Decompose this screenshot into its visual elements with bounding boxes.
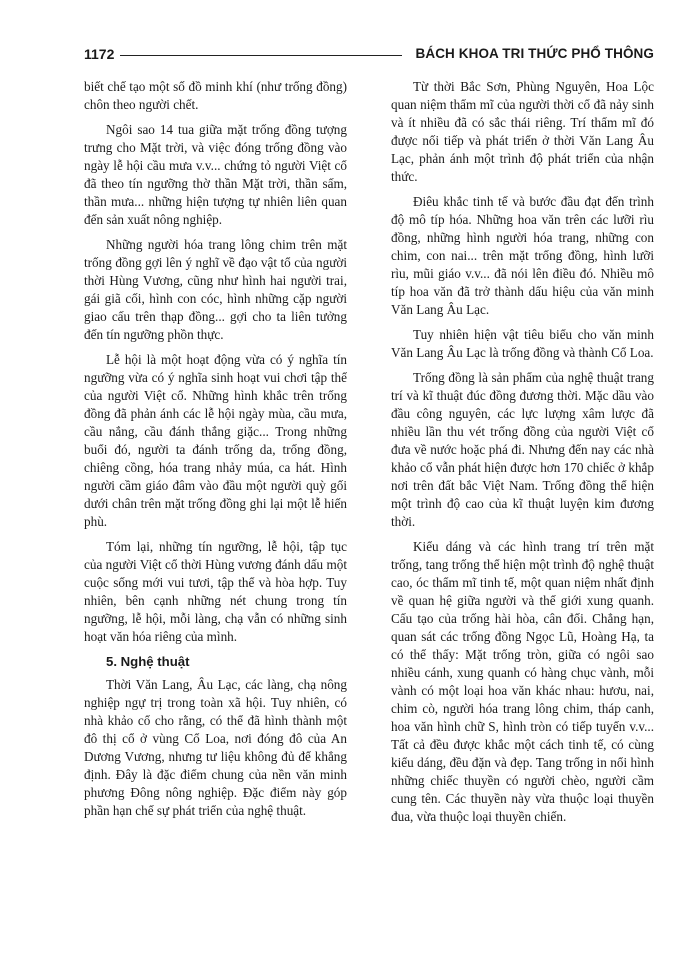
running-title: BÁCH KHOA TRI THỨC PHỔ THÔNG — [415, 46, 654, 61]
paragraph: Tóm lại, những tín ngưỡng, lễ hội, tập tục của người Việt cổ thời Hùng vương đánh dấu một cuộc sống mới vui tươi, tập thể và hòa hợp. Tuy nhiên, bên cạnh những nét chung trong tín ngưỡng, lễ hội, mỗi làng, chạ vẫn có những sinh hoạt văn hóa riêng của mình. — [84, 539, 347, 644]
paragraph: Trống đồng là sản phẩm của nghệ thuật trang trí và kĩ thuật đúc đồng đương thời. Mặc dầu vào đầu công nguyên, các lực lượng xâm lược đã nhiều lần thu vét trống đồng của người Việt cổ đưa về nước hoặc phá đi. Nhưng đến nay các nhà khảo cổ vẫn phát hiện được hơn 170 chiếc ở khắp nơi trên đất bắc Việt Nam. Trống đồng thể hiện một trình độ cao của kĩ thuật luyện kim đương thời. — [391, 370, 654, 529]
paragraph: Kiểu dáng và các hình trang trí trên mặt trống, tang trống thể hiện một trình độ nghệ thuật cao, óc thẩm mĩ tinh tế, một quan niệm nhất định về quan hệ giữa người và thế giới xung quanh. Cấu tạo của trống hài hòa, cân đối. Chẳng hạn, quan sát các trống đồng Ngọc Lũ, Hoàng Hạ, ta có thể thấy: Mặt trống tròn, giữa có ngôi sao nhiều cánh, xung quanh có hàng chục vành, mỗi vành có một loại hoa văn khác nhau: hươu, nai, chim cò, người hóa trang lông chim, tháp canh, hoa văn hình chữ S, hình tròn có tiếp tuyến v.v... Tất cả đều được khắc một cách tinh tế, có cùng kiểu dáng, đều đặn và đẹp. Tang trống in nổi hình những chiếc thuyền có người chèo, người cầm cung tên. Các thuyền này vừa thuộc loại thuyền đua, vừa thuộc loại thuyền chiến. — [391, 539, 654, 824]
paragraph: Lễ hội là một hoạt động vừa có ý nghĩa tín ngưỡng vừa có ý nghĩa sinh hoạt vui chơi tập thể của người Việt cổ. Những hình khắc trên trống đồng đã phản ánh các lễ hội ngày mùa, cầu mưa, cầu nắng, cầu đánh thắng giặc... Trong những buổi đó, người ta đánh trống da, trống đồng, chiêng cồng, hóa trang nhảy múa, ca hát. Hình người cầm giáo đâm vào đầu một người quỳ gối dưới chân trên mặt trống đồng ghi lại một lễ hiến phù. — [84, 352, 347, 529]
paragraph: Những người hóa trang lông chim trên mặt trống đồng gợi lên ý nghĩ về đạo vật tổ của người thời Hùng Vương, cũng như hình hai người trai, gái giã cối, hình con cóc, hình những cặp người giao cấu trên thạp đồng... gợi cho ta liên tưởng đến tín ngưỡng phồn thực. — [84, 237, 347, 342]
page-header — [84, 44, 654, 66]
left-column — [84, 78, 347, 827]
paragraph: Tuy nhiên hiện vật tiêu biểu cho văn minh Văn Lang Âu Lạc là trống đồng và thành Cổ Loa. — [391, 327, 654, 360]
section-heading: 5. Nghệ thuật — [106, 654, 190, 669]
right-column — [391, 78, 654, 833]
paragraph: biết chế tạo một số đồ minh khí (như trống đồng) chôn theo người chết. — [84, 79, 347, 112]
paragraph: Điêu khắc tinh tế và bước đầu đạt đến trình độ mô típ hóa. Những hoa văn trên các lưỡi rìu đồng, những hình người hóa trang, những con chim, con nai... trên mặt trống đồng, hình lưỡi rìu, mũi giáo v.v... đã nói lên điều đó. Nhiều mô típ hoa văn đã trở thành dấu hiệu của văn minh Văn Lang Âu Lạc. — [391, 194, 654, 317]
header-rule — [120, 55, 402, 56]
page-number: 1172 — [84, 46, 115, 62]
paragraph: Ngôi sao 14 tua giữa mặt trống đồng tượng trưng cho Mặt trời, và việc đóng trống đồng vào ngày lễ hội cầu mưa v.v... chứng tỏ người Việt cổ đã theo tín ngưỡng thờ thần Mặt trời, thần sấm, thần mưa... những hiện tượng tự nhiên liên quan đến sản xuất nông nghiệp. — [84, 122, 347, 227]
paragraph: Từ thời Bắc Sơn, Phùng Nguyên, Hoa Lộc quan niệm thẩm mĩ của người thời cổ đã nảy sinh và ít nhiều đã có sắc thái riêng. Trí thẩm mĩ đó được nối tiếp và phát triển ở thời Văn Lang Âu Lạc, phản ánh một trình độ phát triển của nhận thức. — [391, 79, 654, 184]
paragraph: Thời Văn Lang, Âu Lạc, các làng, chạ nông nghiệp ngự trị trong toàn xã hội. Tuy nhiên, có nhà khảo cổ cho rằng, có thể đã hình thành một đô thị cổ ở vùng Cổ Loa, nơi đóng đô của An Dương Vương, nhưng tư liệu không đủ để khẳng định. Đây là đặc điểm chung của nền văn minh phương Đông nông nghiệp. Đặc điểm này góp phần hạn chế sự phát triển của nghệ thuật. — [84, 677, 347, 818]
